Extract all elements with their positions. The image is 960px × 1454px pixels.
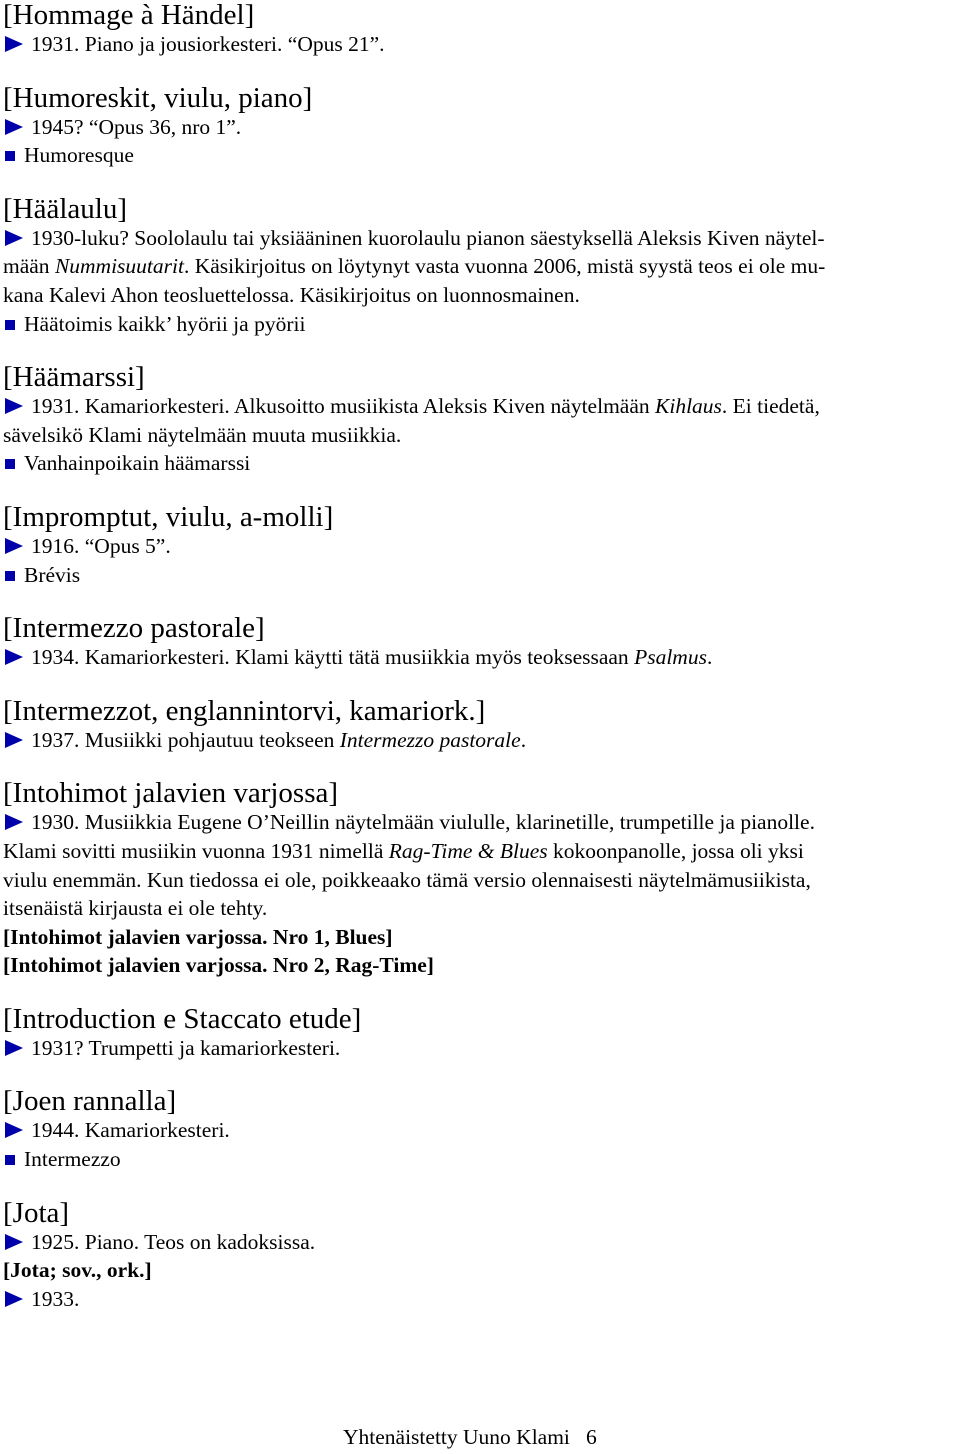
- subentry-heading: [Jota; sov., ork.]: [3, 1258, 152, 1283]
- recording-item: Intermezzo: [3, 1145, 955, 1174]
- entry-info-continued: kana Kalevi Ahon teosluettelossa. Käsikirjoitus on luonnosmainen.: [3, 282, 580, 307]
- play-triangle-icon: [5, 538, 23, 554]
- entry-info-continued: sävelsikö Klami näytelmään muuta musiikkia.: [3, 422, 402, 447]
- play-triangle-icon: [5, 1040, 23, 1056]
- square-bullet-icon: [5, 459, 15, 469]
- footer-title: Yhtenäistetty Uuno Klami: [343, 1425, 570, 1449]
- square-bullet-icon: [5, 151, 15, 161]
- page-footer: [343, 1423, 597, 1451]
- entry-heading: [Häämarssi]: [3, 361, 145, 394]
- play-triangle-icon: [5, 814, 23, 830]
- entry-heading: [Intohimot jalavien varjossa]: [3, 777, 339, 810]
- entry-info: 1945? “Opus 36, nro 1”.: [3, 113, 955, 142]
- entry-info-continued: mään Nummisuutarit. Käsikirjoitus on löytynyt vasta vuonna 2006, mistä syystä teos ei ole mu-: [3, 254, 826, 279]
- entry-info: 1931. Piano ja jousiorkesteri. “Opus 21”.: [3, 30, 955, 59]
- entry-info: 1925. Piano. Teos on kadoksissa.: [3, 1228, 955, 1257]
- subentry-heading: [Intohimot jalavien varjossa. Nro 2, Rag-Time]: [3, 953, 434, 978]
- entry-heading: [Intermezzot, englannintorvi, kamariork.]: [3, 694, 486, 727]
- square-bullet-icon: [5, 571, 15, 581]
- entry-info: 1916. “Opus 5”.: [3, 532, 955, 561]
- play-triangle-icon: [5, 1234, 23, 1250]
- entry-heading: [Humoreskit, viulu, piano]: [3, 81, 313, 114]
- play-triangle-icon: [5, 230, 23, 246]
- entry-info-continued: itsenäistä kirjausta ei ole tehty.: [3, 896, 268, 921]
- entry-heading: [Jota]: [3, 1196, 70, 1229]
- entry-heading: [Hommage à Händel]: [3, 0, 255, 31]
- entry-info: 1933.: [3, 1285, 955, 1314]
- entry-info: 1930. Musiikkia Eugene O’Neillin näytelmään viululle, klarinetille, trumpetille ja pianolle.: [3, 808, 955, 837]
- square-bullet-icon: [5, 1155, 15, 1165]
- page-number: 6: [586, 1425, 597, 1449]
- entry-heading: [Joen rannalla]: [3, 1085, 177, 1118]
- entry-info-continued: Klami sovitti musiikin vuonna 1931 nimellä Rag-Time & Blues kokoonpanolle, jossa oli yksi: [3, 838, 804, 863]
- entry-info: 1931. Kamariorkesteri. Alkusoitto musiikista Aleksis Kiven näytelmään Kihlaus. Ei tiedetä,: [3, 392, 955, 421]
- entry-info: 1937. Musiikki pohjautuu teokseen Intermezzo pastorale.: [3, 726, 955, 755]
- recording-item: Vanhainpoikain häämarssi: [3, 449, 955, 478]
- entry-info: 1944. Kamariorkesteri.: [3, 1116, 955, 1145]
- entry-info: 1931? Trumpetti ja kamariorkesteri.: [3, 1034, 955, 1063]
- entry-heading: [Introduction e Staccato etude]: [3, 1002, 362, 1035]
- recording-item: Humoresque: [3, 141, 955, 170]
- entry-heading: [Häälaulu]: [3, 192, 127, 225]
- play-triangle-icon: [5, 1122, 23, 1138]
- subentry-heading: [Intohimot jalavien varjossa. Nro 1, Blues]: [3, 924, 393, 949]
- entry-heading: [Intermezzo pastorale]: [3, 612, 265, 645]
- entry-info-continued: viulu enemmän. Kun tiedossa ei ole, poikkeaako tämä versio olennaisesti näytelmämusiikista,: [3, 867, 811, 892]
- document-page: [3, 0, 955, 1313]
- play-triangle-icon: [5, 732, 23, 748]
- play-triangle-icon: [5, 649, 23, 665]
- play-triangle-icon: [5, 1291, 23, 1307]
- entry-heading: [Impromptut, viulu, a-molli]: [3, 500, 334, 533]
- play-triangle-icon: [5, 119, 23, 135]
- recording-item: Häätoimis kaikk’ hyörii ja pyörii: [3, 310, 955, 339]
- square-bullet-icon: [5, 320, 15, 330]
- play-triangle-icon: [5, 36, 23, 52]
- entry-info: 1930-luku? Soololaulu tai yksiääninen kuorolaulu pianon säestyksellä Aleksis Kiven näytel-: [3, 224, 955, 253]
- play-triangle-icon: [5, 398, 23, 414]
- entry-info: 1934. Kamariorkesteri. Klami käytti tätä musiikkia myös teoksessaan Psalmus.: [3, 643, 955, 672]
- recording-item: Brévis: [3, 561, 955, 590]
